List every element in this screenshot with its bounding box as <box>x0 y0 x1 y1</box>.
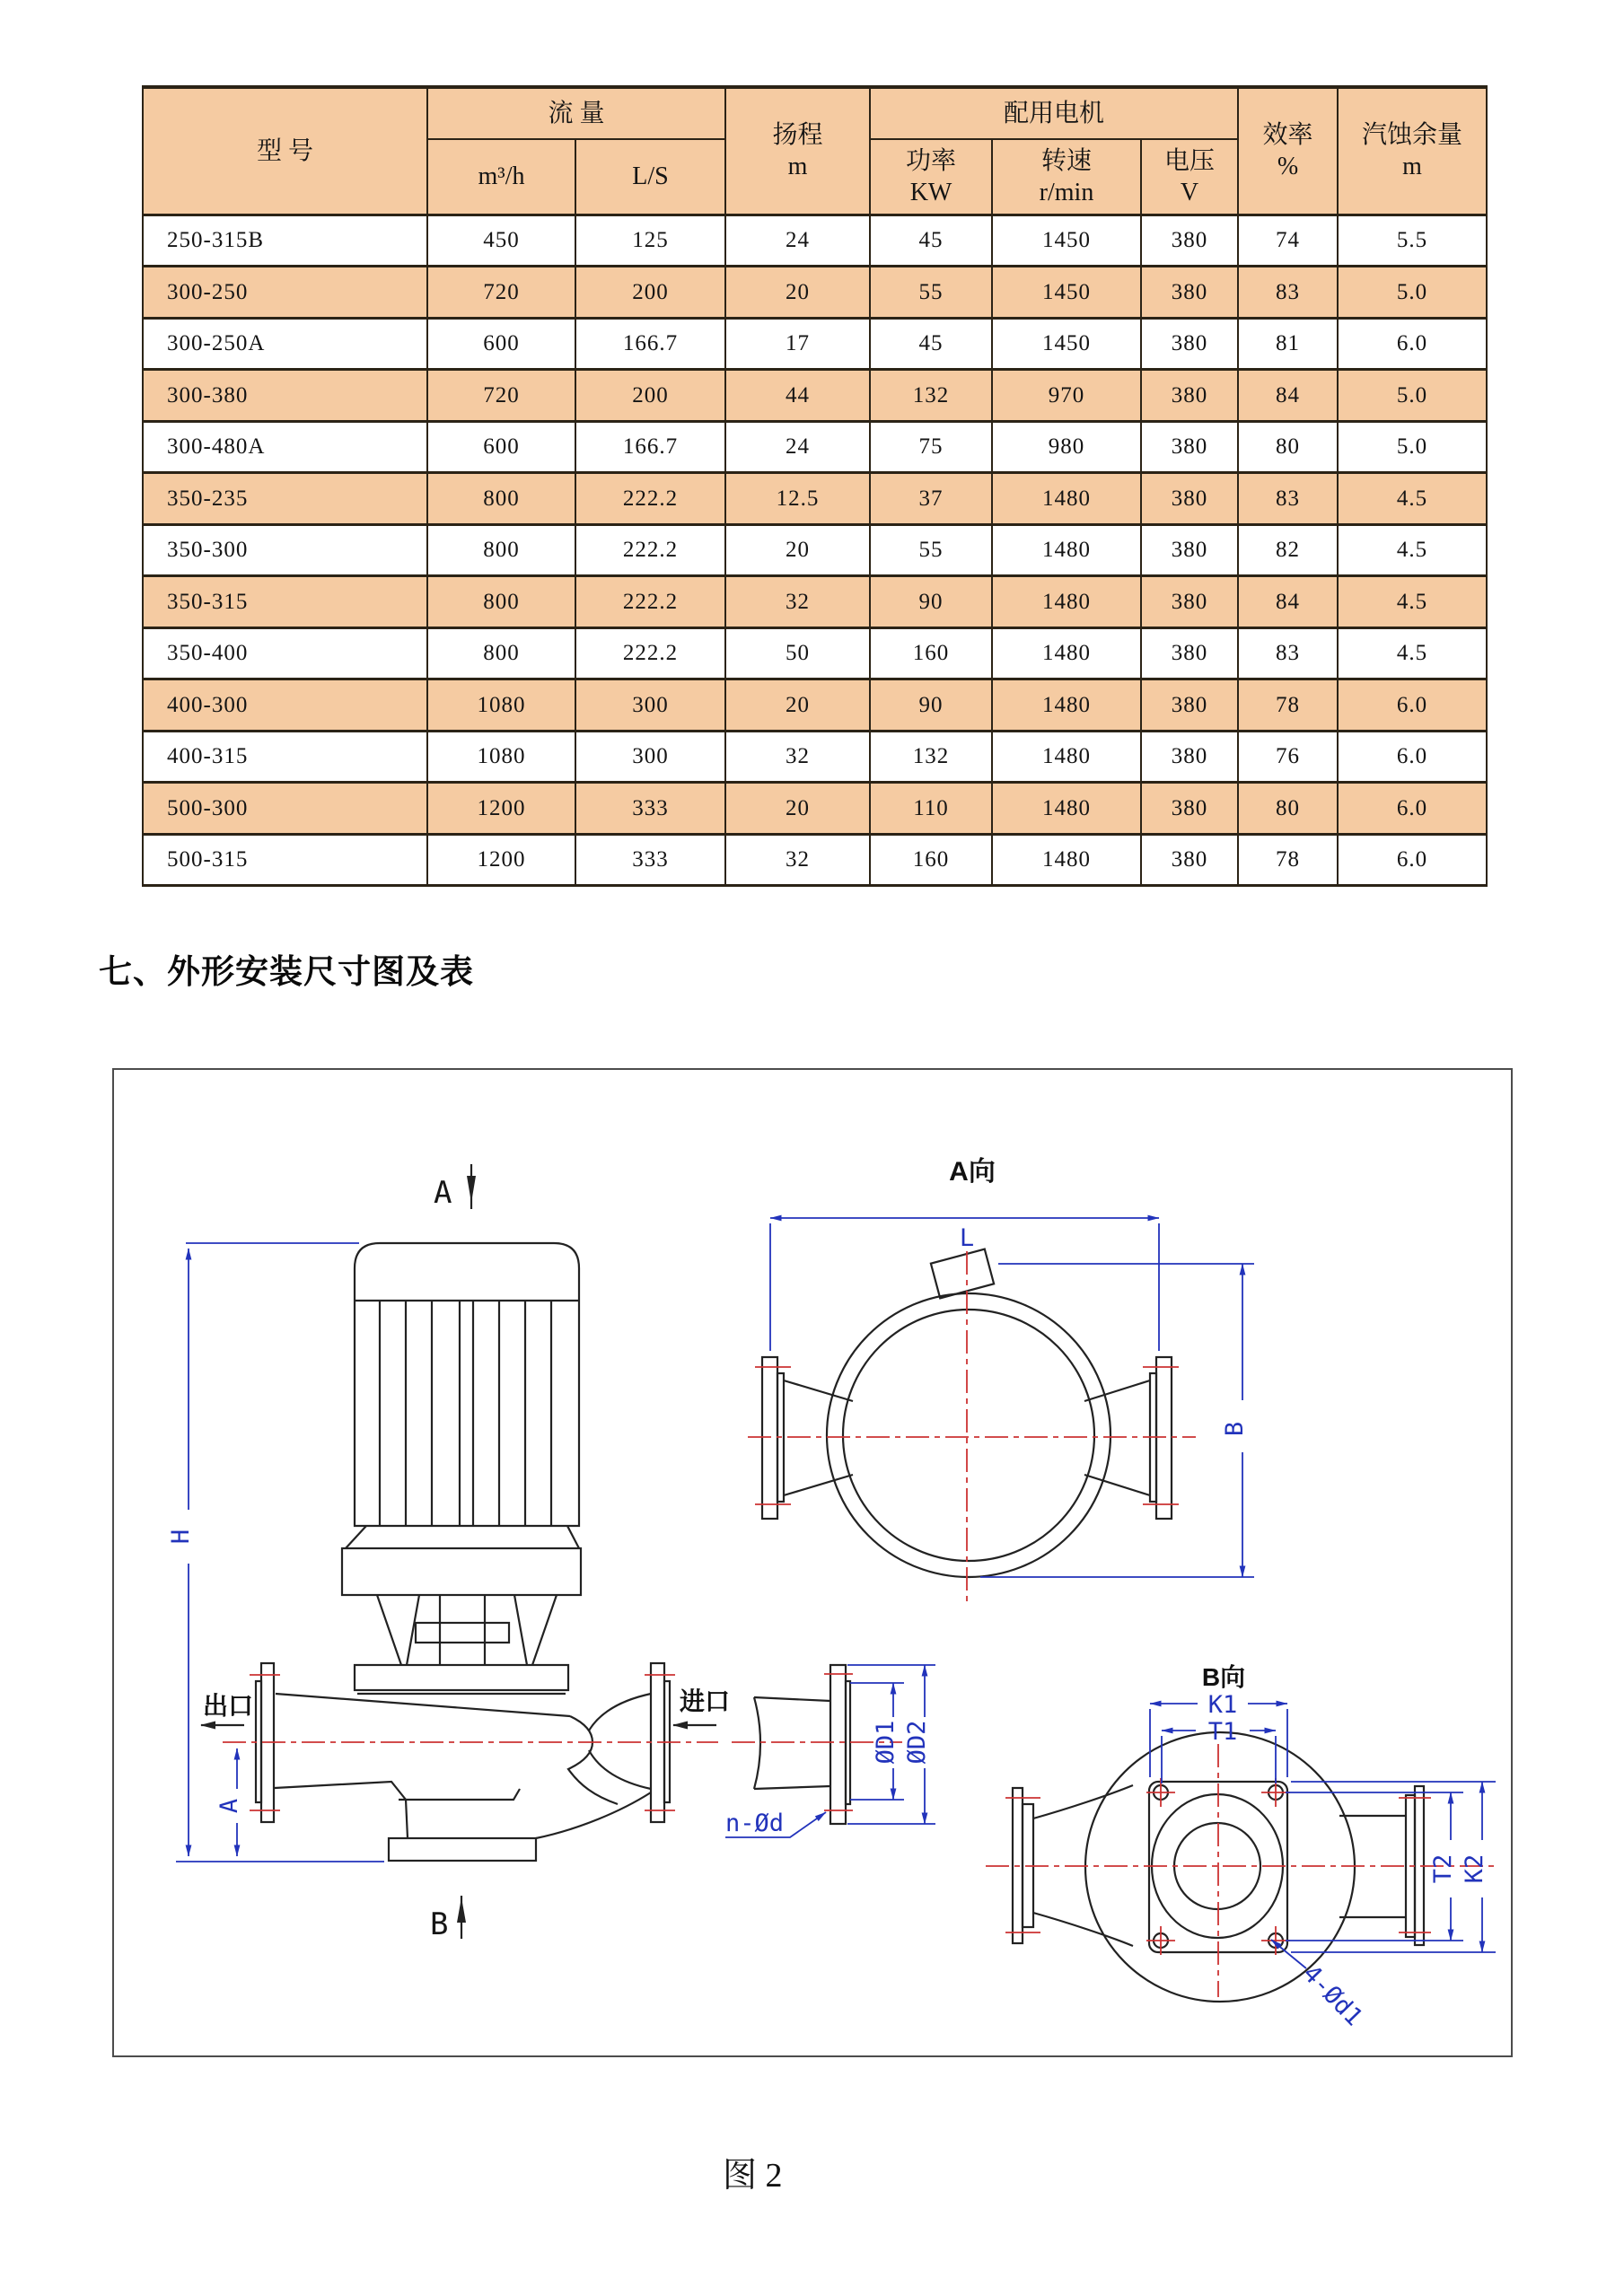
cell-value: 45 <box>870 318 992 370</box>
cell-value: 1480 <box>992 679 1141 732</box>
cell-value: 110 <box>870 783 992 835</box>
table-row <box>143 679 1487 732</box>
cell-value: 32 <box>725 731 870 783</box>
cell-value: 1200 <box>427 783 575 835</box>
table-row <box>143 834 1487 886</box>
cell-value: 6.0 <box>1338 783 1487 835</box>
cell-value: 20 <box>725 679 870 732</box>
view-b <box>986 1663 1497 2031</box>
view-arrow-b-icon <box>457 1896 466 1939</box>
dim-h-label: H <box>167 1529 195 1545</box>
cell-value: 380 <box>1141 215 1238 267</box>
inlet-label: 进口 <box>680 1687 731 1715</box>
spec-table-body <box>143 215 1487 886</box>
cell-value: 380 <box>1141 473 1238 525</box>
cell-value: 222.2 <box>575 576 725 628</box>
col-header-voltage: 电压 V <box>1141 139 1238 215</box>
cell-value: 32 <box>725 834 870 886</box>
pump-dimension-drawing <box>114 1070 1511 2055</box>
cell-value: 84 <box>1238 576 1338 628</box>
table-row <box>143 370 1487 422</box>
cell-model: 350-235 <box>143 473 427 525</box>
cell-model: 400-315 <box>143 731 427 783</box>
cell-value: 600 <box>427 421 575 473</box>
cell-value: 970 <box>992 370 1141 422</box>
section-heading: 七、外形安装尺寸图及表 <box>99 953 474 990</box>
cell-value: 1080 <box>427 679 575 732</box>
cell-model: 400-300 <box>143 679 427 732</box>
cell-value: 75 <box>870 421 992 473</box>
flange-detail <box>725 1665 935 1837</box>
cell-value: 5.0 <box>1338 267 1487 319</box>
cell-value: 300 <box>575 731 725 783</box>
cell-value: 80 <box>1238 783 1338 835</box>
cell-value: 380 <box>1141 627 1238 679</box>
cell-value: 50 <box>725 627 870 679</box>
cell-value: 380 <box>1141 370 1238 422</box>
cell-value: 45 <box>870 215 992 267</box>
outlet-label: 出口 <box>203 1692 254 1720</box>
cell-value: 24 <box>725 215 870 267</box>
cell-value: 6.0 <box>1338 318 1487 370</box>
view-a <box>748 1157 1254 1607</box>
cell-value: 78 <box>1238 679 1338 732</box>
cell-value: 800 <box>427 576 575 628</box>
cell-value: 800 <box>427 524 575 576</box>
cell-value: 6.0 <box>1338 679 1487 732</box>
cell-value: 200 <box>575 370 725 422</box>
cell-value: 222.2 <box>575 524 725 576</box>
cell-value: 4.5 <box>1338 473 1487 525</box>
cell-value: 300 <box>575 679 725 732</box>
figure-caption: 图 2 <box>723 2157 783 2195</box>
cell-value: 80 <box>1238 421 1338 473</box>
cell-value: 37 <box>870 473 992 525</box>
cell-value: 380 <box>1141 834 1238 886</box>
cell-value: 12.5 <box>725 473 870 525</box>
cell-value: 166.7 <box>575 421 725 473</box>
cell-value: 333 <box>575 783 725 835</box>
dim-a-label: A <box>215 1798 243 1814</box>
dim-k2-label: K2 <box>1461 1853 1488 1884</box>
view-arrow-b-label: B <box>430 1906 449 1942</box>
dim-k1-label: K1 <box>1207 1691 1238 1719</box>
pump-spec-table <box>142 85 1488 887</box>
table-row <box>143 473 1487 525</box>
cell-value: 20 <box>725 783 870 835</box>
cell-value: 160 <box>870 627 992 679</box>
cell-value: 74 <box>1238 215 1338 267</box>
cell-value: 132 <box>870 370 992 422</box>
table-row <box>143 215 1487 267</box>
table-row <box>143 576 1487 628</box>
cell-value: 4.5 <box>1338 576 1487 628</box>
cell-value: 333 <box>575 834 725 886</box>
cell-value: 44 <box>725 370 870 422</box>
view-b-title: B向 <box>1201 1663 1246 1691</box>
cell-value: 5.0 <box>1338 370 1487 422</box>
cell-value: 200 <box>575 267 725 319</box>
table-row <box>143 731 1487 783</box>
col-header-npsh: 汽蚀余量 m <box>1338 87 1487 215</box>
col-header-power: 功率 KW <box>870 139 992 215</box>
dim-t1-label: T1 <box>1207 1718 1238 1746</box>
cell-value: 76 <box>1238 731 1338 783</box>
view-arrow-a-label: A <box>434 1175 452 1211</box>
cell-value: 720 <box>427 267 575 319</box>
cell-value: 380 <box>1141 318 1238 370</box>
cell-value: 83 <box>1238 267 1338 319</box>
col-header-flow: 流 量 <box>427 87 725 139</box>
dim-l-label: L <box>959 1224 975 1252</box>
view-arrow-a-icon <box>467 1164 476 1209</box>
cell-value: 20 <box>725 267 870 319</box>
table-row <box>143 524 1487 576</box>
cell-model: 500-315 <box>143 834 427 886</box>
cell-value: 4.5 <box>1338 524 1487 576</box>
col-header-speed: 转速 r/min <box>992 139 1141 215</box>
cell-value: 32 <box>725 576 870 628</box>
cell-value: 1450 <box>992 215 1141 267</box>
cell-value: 78 <box>1238 834 1338 886</box>
dim-b-label: B <box>1221 1421 1249 1437</box>
bolt-spec-b-label: 4-Ød1 <box>1296 1959 1368 2032</box>
cell-value: 600 <box>427 318 575 370</box>
cell-value: 980 <box>992 421 1141 473</box>
cell-value: 222.2 <box>575 627 725 679</box>
cell-value: 222.2 <box>575 473 725 525</box>
cell-value: 1480 <box>992 731 1141 783</box>
cell-value: 4.5 <box>1338 627 1487 679</box>
col-header-model: 型 号 <box>143 87 427 215</box>
cell-value: 1450 <box>992 318 1141 370</box>
cell-value: 1200 <box>427 834 575 886</box>
view-a-title: A向 <box>949 1157 996 1187</box>
table-row <box>143 783 1487 835</box>
table-row <box>143 267 1487 319</box>
cell-value: 720 <box>427 370 575 422</box>
cell-value: 800 <box>427 473 575 525</box>
cell-value: 83 <box>1238 627 1338 679</box>
cell-value: 90 <box>870 576 992 628</box>
cell-model: 500-300 <box>143 783 427 835</box>
cell-model: 300-250A <box>143 318 427 370</box>
cell-value: 17 <box>725 318 870 370</box>
cell-model: 350-400 <box>143 627 427 679</box>
cell-value: 83 <box>1238 473 1338 525</box>
cell-value: 132 <box>870 731 992 783</box>
drawing-frame <box>112 1068 1513 2057</box>
cell-value: 20 <box>725 524 870 576</box>
cell-value: 125 <box>575 215 725 267</box>
cell-value: 24 <box>725 421 870 473</box>
cell-value: 1480 <box>992 524 1141 576</box>
cell-model: 300-480A <box>143 421 427 473</box>
cell-value: 800 <box>427 627 575 679</box>
cell-value: 81 <box>1238 318 1338 370</box>
cell-value: 450 <box>427 215 575 267</box>
cell-value: 380 <box>1141 576 1238 628</box>
col-header-motor: 配用电机 <box>870 87 1238 139</box>
bolt-spec-label: n-Ød <box>725 1810 785 1837</box>
cell-value: 380 <box>1141 524 1238 576</box>
cell-model: 250-315B <box>143 215 427 267</box>
cell-model: 350-315 <box>143 576 427 628</box>
col-header-ls: L/S <box>575 139 725 215</box>
cell-value: 160 <box>870 834 992 886</box>
cell-value: 6.0 <box>1338 834 1487 886</box>
cell-value: 55 <box>870 524 992 576</box>
dim-d2-label: ØD2 <box>903 1720 931 1765</box>
table-row <box>143 318 1487 370</box>
cell-value: 1480 <box>992 783 1141 835</box>
cell-value: 1450 <box>992 267 1141 319</box>
cell-value: 5.5 <box>1338 215 1487 267</box>
cell-value: 5.0 <box>1338 421 1487 473</box>
table-row <box>143 627 1487 679</box>
cell-value: 380 <box>1141 731 1238 783</box>
cell-value: 84 <box>1238 370 1338 422</box>
cell-value: 166.7 <box>575 318 725 370</box>
cell-value: 1480 <box>992 576 1141 628</box>
table-row <box>143 421 1487 473</box>
cell-value: 380 <box>1141 267 1238 319</box>
cell-value: 380 <box>1141 421 1238 473</box>
col-header-head: 扬程 m <box>725 87 870 215</box>
cell-value: 1480 <box>992 627 1141 679</box>
dim-t2-label: T2 <box>1429 1853 1457 1884</box>
front-view <box>167 1164 730 1942</box>
cell-value: 6.0 <box>1338 731 1487 783</box>
cell-value: 82 <box>1238 524 1338 576</box>
cell-value: 1480 <box>992 473 1141 525</box>
cell-model: 300-380 <box>143 370 427 422</box>
cell-model: 350-300 <box>143 524 427 576</box>
cell-value: 1480 <box>992 834 1141 886</box>
col-header-m3h: m³/h <box>427 139 575 215</box>
col-header-efficiency: 效率 % <box>1238 87 1338 215</box>
cell-value: 90 <box>870 679 992 732</box>
dim-d1-label: ØD1 <box>872 1720 900 1765</box>
cell-value: 1080 <box>427 731 575 783</box>
cell-value: 380 <box>1141 679 1238 732</box>
cell-value: 380 <box>1141 783 1238 835</box>
cell-value: 55 <box>870 267 992 319</box>
cell-model: 300-250 <box>143 267 427 319</box>
